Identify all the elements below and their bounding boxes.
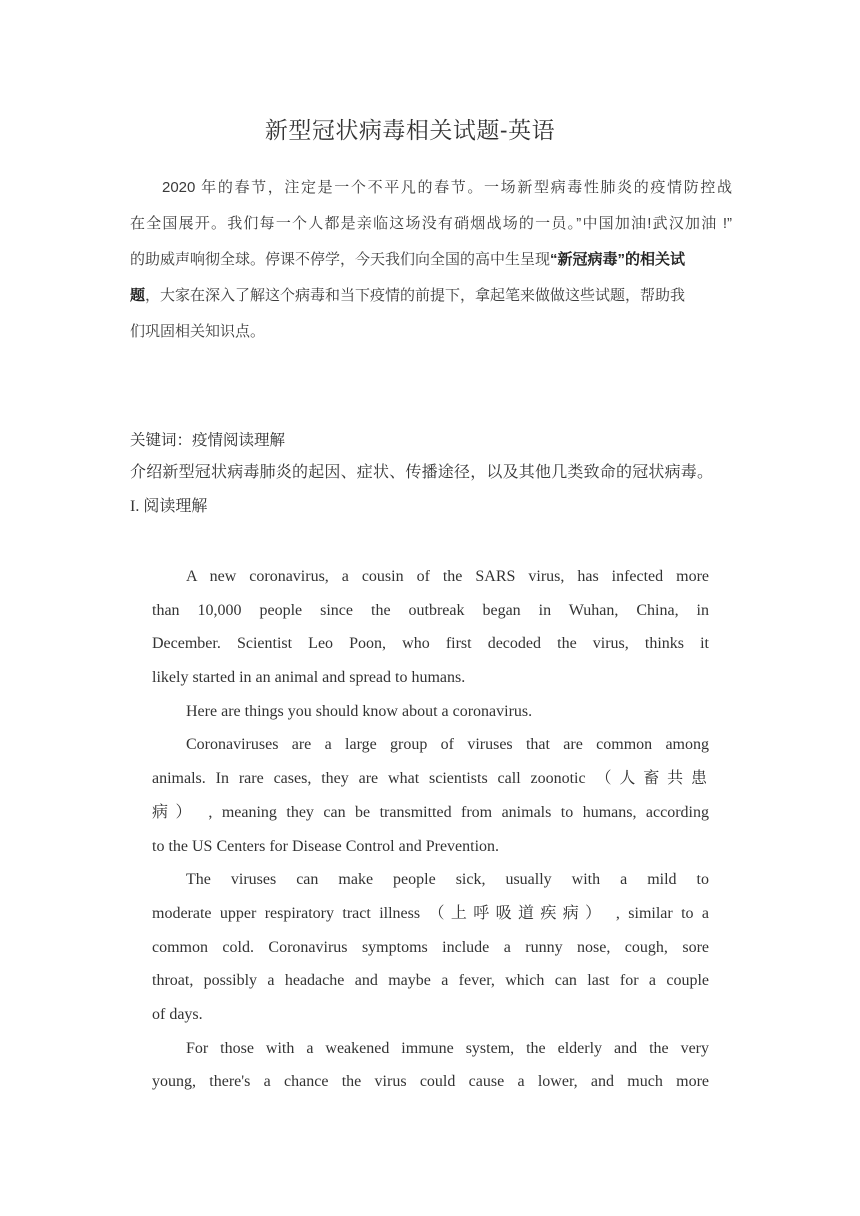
passage-cjk-text: 病）	[152, 803, 199, 821]
intro-bold-text: “新冠病毒”的相关试	[550, 251, 686, 268]
passage-line: common cold. Coronavirus symptoms include a runny nose, cough, sore	[152, 938, 709, 956]
passage-text: animals. In rare cases, they are what scientists call zoonotic	[152, 770, 586, 788]
passage-line: Here are things you should know about a coronavirus.	[186, 702, 533, 720]
intro-line	[130, 242, 732, 278]
passage-line: to the US Centers for Disease Control and Prevention.	[152, 837, 500, 855]
passage-line: For those with a weakened immune system, the elderly and the very	[186, 1039, 709, 1057]
passage-cjk-text: （上呼吸道疾病）	[428, 904, 608, 922]
passage-line: throat, possibly a headache and maybe a fever, which can last for a couple	[152, 972, 709, 990]
intro-line: 在全国展开。我们每一个人都是亲临这场没有硝烟战场的一员。”中国加油!武汉加油 !”	[130, 215, 732, 232]
passage-line: A new coronavirus, a cousin of the SARS virus, has infected more	[186, 568, 709, 585]
intro-text: 的助威声响彻全球。停课不停学，今天我们向全国的高中生呈现	[130, 251, 551, 268]
passage-line: December. Scientist Leo Poon, who first decoded the virus, thinks it	[152, 635, 709, 653]
document-title: 新型冠状病毒相关试题-英语	[264, 117, 556, 143]
summary-line: 介绍新型冠状病毒肺炎的起因、症状、传播途径，以及其他几类致命的冠状病毒。	[130, 464, 714, 481]
passage-line	[152, 796, 709, 830]
section-heading: I. 阅读理解	[130, 498, 208, 515]
passage-line: young, there's a chance the virus could cause a lower, and much more	[152, 1073, 709, 1091]
intro-line: 2020 年的春节，注定是一个不平凡的春节。一场新型病毒性肺炎的疫情防控战	[162, 179, 732, 196]
intro-line: 们巩固相关知识点。	[130, 323, 266, 340]
passage-line: of days.	[152, 1005, 203, 1023]
reading-passage	[152, 560, 709, 1099]
keywords-line: 关键词：疫情阅读理解	[130, 432, 286, 449]
passage-line: The viruses can make people sick, usually with a mild to	[186, 871, 709, 889]
passage-line	[152, 897, 709, 931]
passage-cjk-text: （人畜共患	[595, 770, 709, 788]
passage-line	[152, 762, 709, 796]
passage-line: than 10,000 people since the outbreak began in Wuhan, China, in	[152, 601, 709, 619]
intro-text: ，大家在深入了解这个病毒和当下疫情的前提下，拿起笔来做做这些试题，帮助我	[145, 287, 686, 304]
intro-paragraph	[130, 170, 732, 350]
intro-line	[130, 278, 732, 314]
passage-text: , meaning they can be transmitted from animals to humans, according	[208, 803, 709, 821]
intro-bold-text: 题	[130, 287, 146, 304]
passage-text: moderate upper respiratory tract illness	[152, 904, 421, 922]
passage-text: , similar to a	[615, 904, 710, 922]
passage-line: likely started in an animal and spread to humans.	[152, 669, 466, 687]
passage-line: Coronaviruses are a large group of viruses that are common among	[186, 736, 709, 754]
